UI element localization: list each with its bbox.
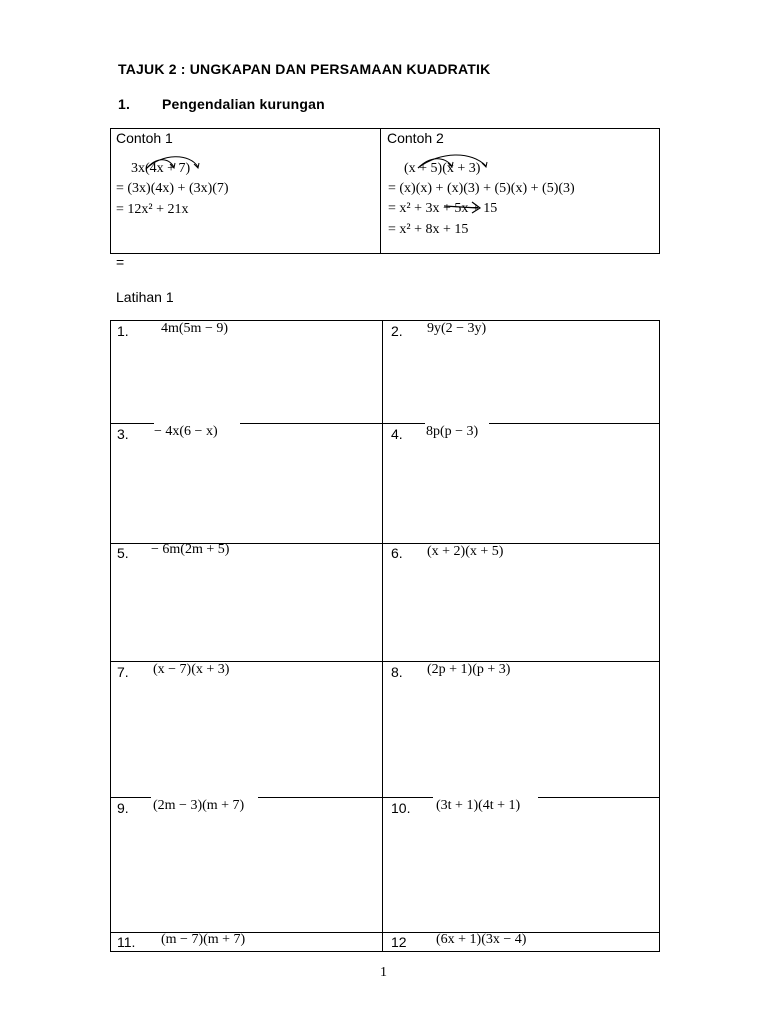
exercise-3-number: 3. <box>117 426 129 442</box>
table-bottom-border <box>110 951 660 952</box>
example-2-line-4: = x² + 8x + 15 <box>388 222 469 237</box>
exercise-2-expression: 9y(2 − 3y) <box>427 321 487 336</box>
strike-arrow-icon <box>442 196 492 216</box>
exercise-column-divider <box>382 320 383 952</box>
example-1-line-2: = (3x)(4x) + (3x)(7) <box>116 181 229 196</box>
distribution-arrows-icon <box>412 154 497 178</box>
exercise-11-number: 11. <box>117 934 136 950</box>
example-1-line-3: = 12x² + 21x <box>116 202 189 217</box>
exercise-4-expression: 8p(p − 3) <box>426 424 479 439</box>
page-number: 1 <box>380 965 387 980</box>
exercise-9-expression: (2m − 3)(m + 7) <box>153 798 245 813</box>
exercise-6-expression: (x + 2)(x + 5) <box>427 544 504 559</box>
distribution-arrows-icon <box>140 155 210 177</box>
exercise-9-number: 9. <box>117 800 129 816</box>
example-2-label: Contoh 2 <box>387 130 444 146</box>
exercise-4-number: 4. <box>391 426 403 442</box>
exercise-3-expression: − 4x(6 − x) <box>154 424 218 439</box>
exercise-8-expression: (2p + 1)(p + 3) <box>427 662 511 677</box>
exercise-6-number: 6. <box>391 545 403 561</box>
page-title: TAJUK 2 : UNGKAPAN DAN PERSAMAAN KUADRATIK <box>118 61 491 77</box>
exercise-1-number: 1. <box>117 323 129 339</box>
exercise-12-number: 12 <box>391 934 407 950</box>
stray-mark: = <box>116 254 125 270</box>
example-1-label: Contoh 1 <box>116 130 173 146</box>
exercise-11-expression: (m − 7)(m + 7) <box>161 932 246 947</box>
exercise-8-number: 8. <box>391 664 403 680</box>
section-title: Pengendalian kurungan <box>162 96 325 112</box>
section-number: 1. <box>118 96 131 112</box>
exercise-5-expression: − 6m(2m + 5) <box>151 542 230 557</box>
example-2-line-2: = (x)(x) + (x)(3) + (5)(x) + (5)(3) <box>388 181 575 196</box>
exercise-table <box>110 320 660 952</box>
example-1-line-1: 3x(4x + 7) <box>131 161 191 176</box>
example-2-line-3: = x² + 3x + 5x + 15 <box>388 201 498 216</box>
exercise-7-number: 7. <box>117 664 129 680</box>
exercise-1-expression: 4m(5m − 9) <box>161 321 228 336</box>
exercise-10-number: 10. <box>391 800 411 816</box>
exercise-10-expression: (3t + 1)(4t + 1) <box>436 798 521 813</box>
exercise-7-expression: (x − 7)(x + 3) <box>153 662 230 677</box>
examples-divider <box>380 128 381 254</box>
exercise-title: Latihan 1 <box>116 289 174 305</box>
exercise-5-number: 5. <box>117 545 129 561</box>
exercise-12-expression: (6x + 1)(3x − 4) <box>436 932 527 947</box>
exercise-2-number: 2. <box>391 323 403 339</box>
example-2-line-1: (x + 5)(x + 3) <box>404 161 481 176</box>
